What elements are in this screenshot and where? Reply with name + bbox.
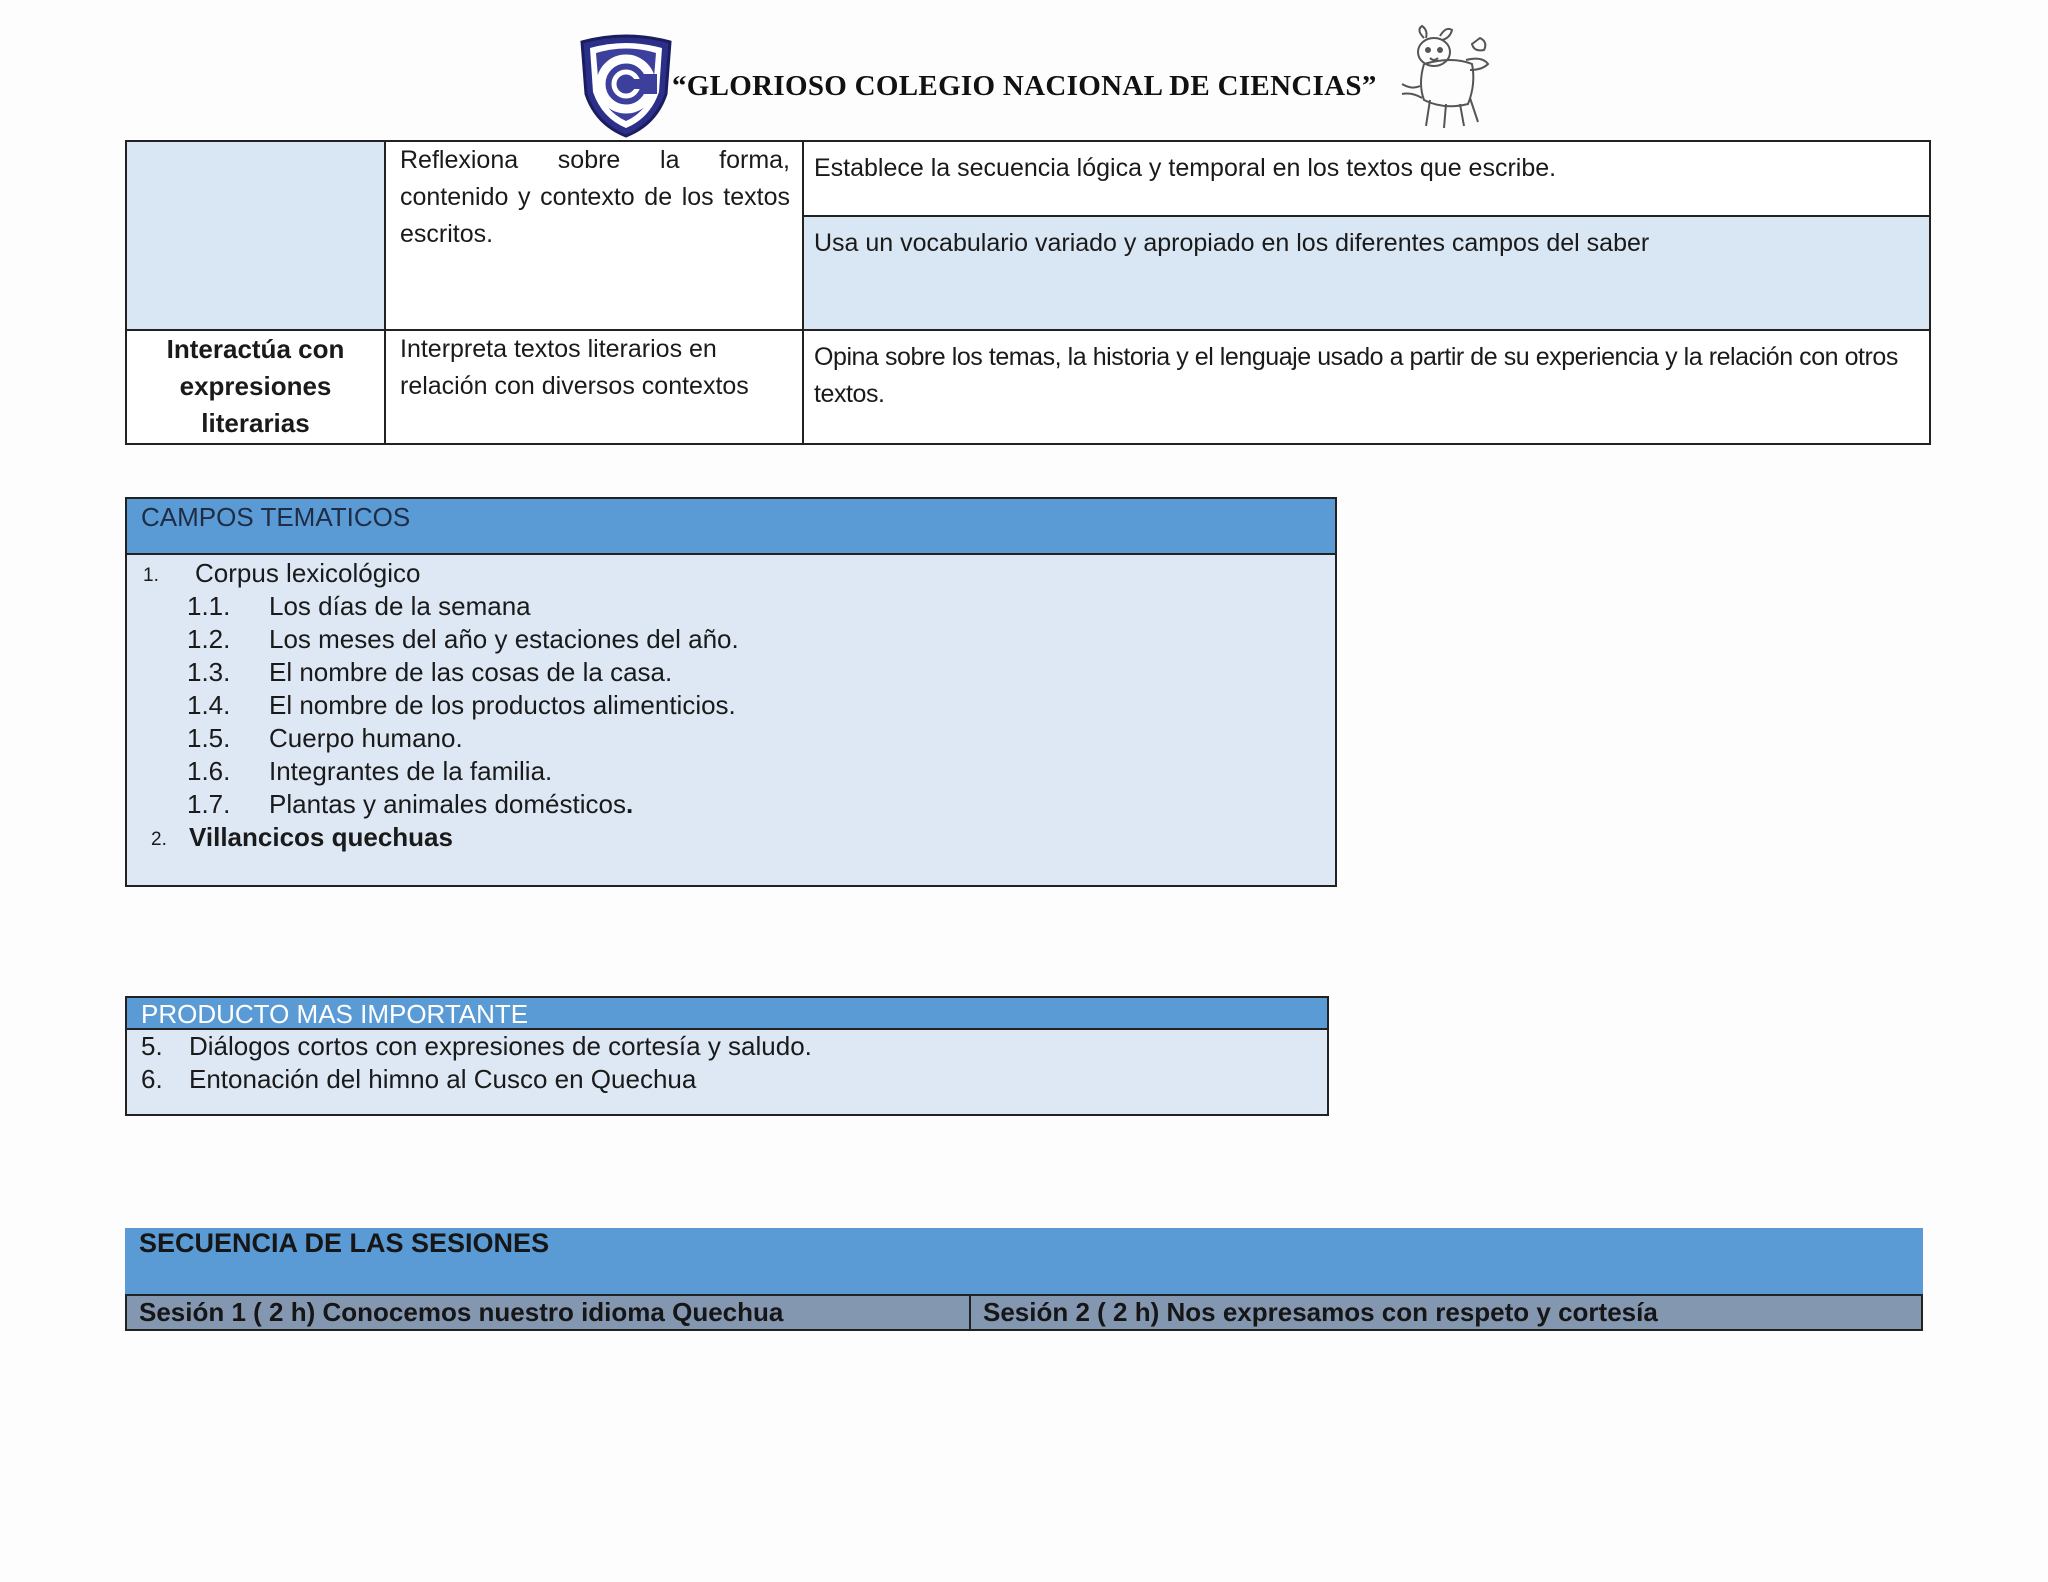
list-item — [127, 1030, 1327, 1063]
list-label: Entonación del himno al Cusco en Quechua — [189, 1064, 697, 1094]
list-item — [127, 1063, 1327, 1096]
competency-table — [125, 140, 1931, 445]
list-number: 1.7. — [187, 789, 231, 819]
list-number: 1.4. — [187, 690, 231, 720]
list-label: Plantas y animales domésticos. — [269, 789, 634, 819]
school-crest-logo — [576, 34, 676, 138]
list-label: El nombre de los productos alimenticios. — [269, 690, 736, 720]
list-subitem — [127, 755, 1335, 788]
indicator-cell: Opina sobre los temas, la historia y el lenguaje usado a partir de su experiencia y la relación con otros textos. — [803, 330, 1930, 444]
producto-title: PRODUCTO MAS IMPORTANTE — [127, 998, 1327, 1030]
list-label: Cuerpo humano. — [269, 723, 463, 753]
campos-tematicos-panel — [125, 497, 1337, 887]
list-label: Corpus lexicológico — [195, 558, 421, 588]
indicator-cell: Usa un vocabulario variado y apropiado en los diferentes campos del saber — [803, 216, 1930, 330]
campos-tematicos-title: CAMPOS TEMATICOS — [127, 499, 1335, 555]
list-number: 1.3. — [187, 657, 231, 687]
indicator-cell: Establece la secuencia lógica y temporal en los textos que escribe. — [803, 141, 1930, 216]
list-subitem — [127, 689, 1335, 722]
school-name: “GLORIOSO COLEGIO NACIONAL DE CIENCIAS” — [672, 70, 1377, 102]
list-label: Integrantes de la familia. — [269, 756, 553, 786]
list-number: 1.5. — [187, 723, 231, 753]
list-item — [127, 557, 1335, 590]
list-label: Diálogos cortos con expresiones de cortesía y saludo. — [189, 1031, 812, 1061]
secuencia-panel — [125, 1228, 1923, 1331]
secuencia-title: SECUENCIA DE LAS SESIONES — [125, 1228, 1923, 1294]
list-item — [127, 821, 1335, 854]
list-subitem — [127, 788, 1335, 821]
capacity-cell: Interpreta textos literarios en relación con diversos contextos — [385, 330, 803, 444]
list-label: Villancicos quechuas — [189, 822, 453, 852]
producto-panel — [125, 996, 1329, 1116]
document-header — [0, 30, 2048, 140]
list-label: Los días de la semana — [269, 591, 531, 621]
competency-cell-empty — [126, 141, 385, 330]
list-number: 1.6. — [187, 756, 231, 786]
list-number: 6. — [141, 1064, 163, 1094]
campos-list — [127, 555, 1335, 854]
list-subitem — [127, 623, 1335, 656]
list-subitem — [127, 722, 1335, 755]
list-number: 1.1. — [187, 591, 231, 621]
competency-cell: Interactúa con expresiones literarias — [126, 330, 385, 444]
mascot-sketch-logo — [1394, 24, 1498, 136]
session-1-cell: Sesión 1 ( 2 h) Conocemos nuestro idioma Quechua — [126, 1295, 970, 1330]
list-number: 1.2. — [187, 624, 231, 654]
list-label: El nombre de las cosas de la casa. — [269, 657, 673, 687]
list-subitem — [127, 656, 1335, 689]
list-label: Los meses del año y estaciones del año. — [269, 624, 739, 654]
list-number: 5. — [141, 1031, 163, 1061]
list-subitem — [127, 590, 1335, 623]
session-2-cell: Sesión 2 ( 2 h) Nos expresamos con respeto y cortesía — [970, 1295, 1922, 1330]
capacity-cell: Reflexiona sobre la forma, contenido y contexto de los textos escritos. — [385, 141, 803, 330]
sessions-table — [125, 1294, 1923, 1331]
list-number: 2. — [151, 829, 167, 850]
list-number: 1. — [143, 565, 159, 586]
